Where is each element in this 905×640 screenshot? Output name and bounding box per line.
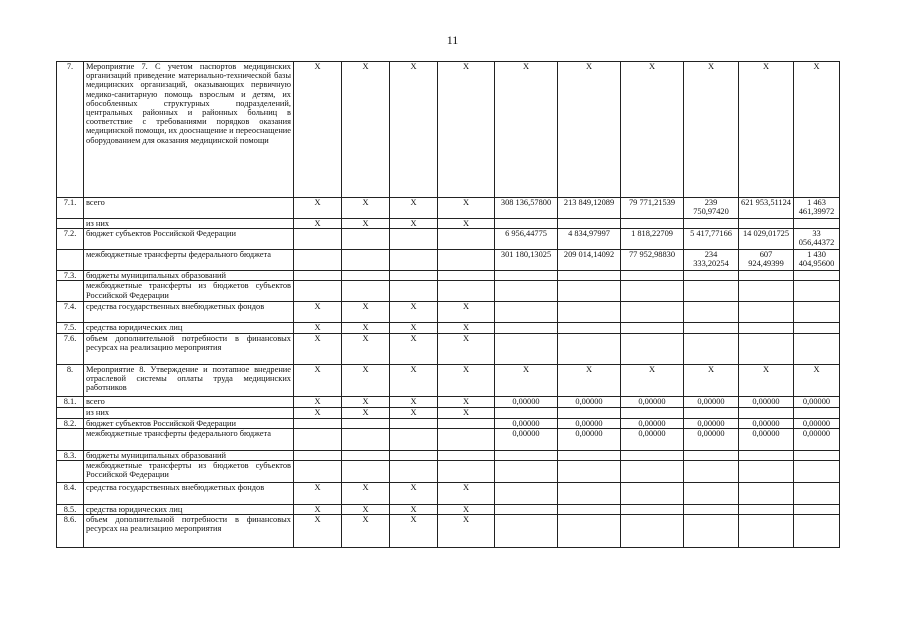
status-cell: X bbox=[390, 323, 438, 333]
value-cell bbox=[621, 461, 684, 483]
status-cell: X bbox=[294, 364, 342, 396]
value-cell bbox=[739, 219, 794, 229]
status-cell: X bbox=[342, 483, 390, 505]
value-cell: X bbox=[558, 62, 621, 198]
value-cell bbox=[558, 333, 621, 364]
value-cell bbox=[684, 483, 739, 505]
status-cell bbox=[438, 418, 495, 428]
row-number bbox=[57, 461, 84, 483]
status-cell: X bbox=[390, 483, 438, 505]
value-cell bbox=[621, 333, 684, 364]
value-cell bbox=[495, 515, 558, 548]
value-cell bbox=[621, 407, 684, 418]
status-cell: X bbox=[390, 62, 438, 198]
value-cell: 0,00000 bbox=[495, 396, 558, 407]
status-cell bbox=[390, 418, 438, 428]
status-cell bbox=[390, 250, 438, 271]
status-cell bbox=[294, 250, 342, 271]
table-row bbox=[57, 364, 840, 396]
value-cell bbox=[739, 450, 794, 460]
value-cell bbox=[558, 323, 621, 333]
status-cell bbox=[438, 450, 495, 460]
value-cell bbox=[621, 505, 684, 515]
status-cell: X bbox=[438, 219, 495, 229]
row-number: 8.6. bbox=[57, 515, 84, 548]
value-cell: X bbox=[684, 364, 739, 396]
status-cell bbox=[342, 250, 390, 271]
row-description: межбюджетные трансферты из бюджетов субъектов Российской Федерации bbox=[84, 461, 294, 483]
table-row bbox=[57, 62, 840, 198]
status-cell bbox=[390, 461, 438, 483]
value-cell: 0,00000 bbox=[558, 428, 621, 450]
value-cell bbox=[621, 483, 684, 505]
status-cell bbox=[342, 229, 390, 250]
value-cell bbox=[794, 333, 840, 364]
status-cell: X bbox=[390, 219, 438, 229]
status-cell: X bbox=[390, 333, 438, 364]
row-number: 8.4. bbox=[57, 483, 84, 505]
status-cell bbox=[438, 428, 495, 450]
row-description: межбюджетные трансферты федерального бюджета bbox=[84, 428, 294, 450]
value-cell bbox=[495, 302, 558, 323]
row-number: 7. bbox=[57, 62, 84, 198]
status-cell: X bbox=[294, 62, 342, 198]
table-row bbox=[57, 323, 840, 333]
status-cell: X bbox=[390, 505, 438, 515]
status-cell: X bbox=[438, 323, 495, 333]
value-cell: 0,00000 bbox=[684, 396, 739, 407]
value-cell: 6 956,44775 bbox=[495, 229, 558, 250]
value-cell bbox=[739, 483, 794, 505]
value-cell bbox=[558, 483, 621, 505]
value-cell bbox=[739, 281, 794, 302]
status-cell: X bbox=[342, 396, 390, 407]
row-number bbox=[57, 219, 84, 229]
status-cell: X bbox=[294, 219, 342, 229]
row-description: из них bbox=[84, 219, 294, 229]
value-cell: 621 953,51124 bbox=[739, 198, 794, 219]
table-row bbox=[57, 396, 840, 407]
row-description: из них bbox=[84, 407, 294, 418]
value-cell: X bbox=[495, 364, 558, 396]
table-row bbox=[57, 229, 840, 250]
value-cell: 5 417,77166 bbox=[684, 229, 739, 250]
table-row bbox=[57, 483, 840, 505]
status-cell: X bbox=[438, 396, 495, 407]
row-description: Мероприятие 7. С учетом паспортов медицинских организаций приведение материально-технической базы медицинских организаций, оказывающих первичную медико-санитарную помощь взрослым и детям, их обособленных структурных подразделений, центральных районных и районных больниц в соответствие с требованиями порядков оказания медицинской помощи, их дооснащение и переоснащение оборудованием для оказания медицинской помощи bbox=[84, 62, 294, 198]
value-cell bbox=[684, 407, 739, 418]
status-cell bbox=[294, 450, 342, 460]
value-cell bbox=[558, 219, 621, 229]
value-cell bbox=[794, 323, 840, 333]
value-cell: 0,00000 bbox=[739, 428, 794, 450]
row-number: 8.2. bbox=[57, 418, 84, 428]
value-cell bbox=[621, 450, 684, 460]
row-description: Мероприятие 8. Утверждение и поэтапное внедрение отраслевой системы оплаты труда медицинских работников bbox=[84, 364, 294, 396]
row-number: 7.6. bbox=[57, 333, 84, 364]
table-row bbox=[57, 281, 840, 302]
value-cell bbox=[794, 271, 840, 281]
row-description: средства государственных внебюджетных фондов bbox=[84, 483, 294, 505]
value-cell: X bbox=[621, 62, 684, 198]
value-cell bbox=[621, 323, 684, 333]
value-cell bbox=[684, 302, 739, 323]
value-cell: 0,00000 bbox=[794, 418, 840, 428]
row-description: бюджет субъектов Российской Федерации bbox=[84, 229, 294, 250]
status-cell: X bbox=[294, 333, 342, 364]
value-cell bbox=[558, 515, 621, 548]
row-description: средства юридических лиц bbox=[84, 323, 294, 333]
value-cell: 213 849,12089 bbox=[558, 198, 621, 219]
value-cell bbox=[794, 515, 840, 548]
table-row bbox=[57, 461, 840, 483]
value-cell bbox=[495, 505, 558, 515]
value-cell bbox=[495, 219, 558, 229]
status-cell: X bbox=[342, 505, 390, 515]
table-row bbox=[57, 250, 840, 271]
value-cell: 33 056,44372 bbox=[794, 229, 840, 250]
value-cell: 4 834,97997 bbox=[558, 229, 621, 250]
value-cell bbox=[495, 323, 558, 333]
status-cell bbox=[342, 461, 390, 483]
status-cell bbox=[438, 250, 495, 271]
value-cell bbox=[684, 323, 739, 333]
value-cell: 239 750,97420 bbox=[684, 198, 739, 219]
value-cell bbox=[558, 461, 621, 483]
table-row bbox=[57, 418, 840, 428]
value-cell bbox=[495, 483, 558, 505]
value-cell: X bbox=[739, 364, 794, 396]
value-cell: 301 180,13025 bbox=[495, 250, 558, 271]
value-cell: 0,00000 bbox=[684, 418, 739, 428]
status-cell bbox=[294, 229, 342, 250]
row-number bbox=[57, 428, 84, 450]
value-cell: 0,00000 bbox=[621, 396, 684, 407]
value-cell bbox=[684, 450, 739, 460]
status-cell: X bbox=[390, 198, 438, 219]
row-description: объем дополнительной потребности в финансовых ресурсах на реализацию мероприятия bbox=[84, 333, 294, 364]
row-description: объем дополнительной потребности в финансовых ресурсах на реализацию мероприятия bbox=[84, 515, 294, 548]
value-cell: X bbox=[621, 364, 684, 396]
value-cell: 308 136,57800 bbox=[495, 198, 558, 219]
status-cell bbox=[294, 271, 342, 281]
status-cell bbox=[390, 450, 438, 460]
status-cell: X bbox=[438, 505, 495, 515]
value-cell: 0,00000 bbox=[558, 396, 621, 407]
status-cell: X bbox=[342, 219, 390, 229]
row-description: средства юридических лиц bbox=[84, 505, 294, 515]
budget-table bbox=[56, 61, 840, 548]
value-cell bbox=[558, 505, 621, 515]
value-cell bbox=[739, 323, 794, 333]
row-number bbox=[57, 281, 84, 302]
value-cell bbox=[558, 281, 621, 302]
status-cell bbox=[438, 229, 495, 250]
value-cell: 0,00000 bbox=[739, 418, 794, 428]
value-cell bbox=[495, 333, 558, 364]
status-cell: X bbox=[294, 505, 342, 515]
value-cell bbox=[794, 281, 840, 302]
value-cell bbox=[495, 281, 558, 302]
value-cell bbox=[794, 483, 840, 505]
status-cell: X bbox=[342, 323, 390, 333]
value-cell: 0,00000 bbox=[739, 396, 794, 407]
value-cell bbox=[621, 271, 684, 281]
value-cell: 209 014,14092 bbox=[558, 250, 621, 271]
status-cell: X bbox=[294, 407, 342, 418]
status-cell bbox=[438, 281, 495, 302]
status-cell: X bbox=[294, 396, 342, 407]
status-cell: X bbox=[390, 364, 438, 396]
value-cell bbox=[495, 461, 558, 483]
value-cell bbox=[621, 302, 684, 323]
value-cell: X bbox=[495, 62, 558, 198]
table-row bbox=[57, 407, 840, 418]
row-description: бюджеты муниципальных образований bbox=[84, 271, 294, 281]
value-cell bbox=[739, 271, 794, 281]
status-cell: X bbox=[438, 333, 495, 364]
status-cell: X bbox=[342, 302, 390, 323]
status-cell bbox=[342, 418, 390, 428]
status-cell: X bbox=[342, 515, 390, 548]
row-description: бюджет субъектов Российской Федерации bbox=[84, 418, 294, 428]
table-row bbox=[57, 271, 840, 281]
status-cell: X bbox=[390, 302, 438, 323]
status-cell bbox=[438, 271, 495, 281]
value-cell bbox=[558, 407, 621, 418]
value-cell: 1 430 404,95600 bbox=[794, 250, 840, 271]
value-cell: 0,00000 bbox=[621, 428, 684, 450]
value-cell bbox=[558, 271, 621, 281]
row-number: 7.4. bbox=[57, 302, 84, 323]
value-cell bbox=[794, 450, 840, 460]
table-row bbox=[57, 515, 840, 548]
value-cell bbox=[558, 450, 621, 460]
status-cell: X bbox=[390, 515, 438, 548]
table-row bbox=[57, 450, 840, 460]
value-cell bbox=[684, 505, 739, 515]
status-cell: X bbox=[294, 323, 342, 333]
row-description: межбюджетные трансферты федерального бюджета bbox=[84, 250, 294, 271]
status-cell bbox=[438, 461, 495, 483]
value-cell: X bbox=[794, 62, 840, 198]
status-cell bbox=[390, 428, 438, 450]
status-cell: X bbox=[438, 515, 495, 548]
status-cell: X bbox=[342, 333, 390, 364]
value-cell: 0,00000 bbox=[794, 428, 840, 450]
value-cell bbox=[621, 219, 684, 229]
status-cell bbox=[342, 450, 390, 460]
value-cell: X bbox=[684, 62, 739, 198]
status-cell: X bbox=[294, 302, 342, 323]
value-cell bbox=[495, 450, 558, 460]
row-number: 7.1. bbox=[57, 198, 84, 219]
value-cell bbox=[794, 219, 840, 229]
value-cell bbox=[739, 333, 794, 364]
row-description: межбюджетные трансферты из бюджетов субъектов Российской Федерации bbox=[84, 281, 294, 302]
status-cell: X bbox=[438, 62, 495, 198]
value-cell: 0,00000 bbox=[495, 428, 558, 450]
status-cell: X bbox=[438, 302, 495, 323]
value-cell: 0,00000 bbox=[558, 418, 621, 428]
value-cell: 0,00000 bbox=[684, 428, 739, 450]
status-cell bbox=[390, 281, 438, 302]
status-cell: X bbox=[390, 407, 438, 418]
value-cell bbox=[684, 515, 739, 548]
status-cell bbox=[294, 461, 342, 483]
status-cell: X bbox=[294, 483, 342, 505]
status-cell: X bbox=[342, 62, 390, 198]
value-cell: 0,00000 bbox=[495, 418, 558, 428]
status-cell bbox=[390, 229, 438, 250]
value-cell: X bbox=[794, 364, 840, 396]
row-description: бюджеты муниципальных образований bbox=[84, 450, 294, 460]
value-cell: 607 924,49399 bbox=[739, 250, 794, 271]
value-cell bbox=[495, 271, 558, 281]
value-cell: 79 771,21539 bbox=[621, 198, 684, 219]
value-cell: 14 029,01725 bbox=[739, 229, 794, 250]
table-row bbox=[57, 428, 840, 450]
value-cell bbox=[739, 407, 794, 418]
value-cell bbox=[739, 461, 794, 483]
status-cell bbox=[294, 281, 342, 302]
status-cell: X bbox=[294, 198, 342, 219]
value-cell bbox=[684, 333, 739, 364]
row-number: 8.3. bbox=[57, 450, 84, 460]
table-body bbox=[57, 62, 840, 548]
value-cell bbox=[621, 515, 684, 548]
value-cell bbox=[684, 281, 739, 302]
value-cell bbox=[794, 505, 840, 515]
value-cell: 77 952,98830 bbox=[621, 250, 684, 271]
value-cell: 1 463 461,39972 bbox=[794, 198, 840, 219]
row-number: 7.5. bbox=[57, 323, 84, 333]
table-row bbox=[57, 219, 840, 229]
value-cell bbox=[794, 461, 840, 483]
value-cell: 0,00000 bbox=[794, 396, 840, 407]
status-cell bbox=[342, 271, 390, 281]
status-cell: X bbox=[342, 198, 390, 219]
value-cell: X bbox=[739, 62, 794, 198]
page-number: 11 bbox=[446, 33, 459, 47]
row-number bbox=[57, 250, 84, 271]
row-number: 8.1. bbox=[57, 396, 84, 407]
status-cell: X bbox=[438, 364, 495, 396]
status-cell: X bbox=[438, 407, 495, 418]
value-cell bbox=[495, 407, 558, 418]
status-cell bbox=[390, 271, 438, 281]
value-cell bbox=[621, 281, 684, 302]
row-number bbox=[57, 407, 84, 418]
status-cell: X bbox=[294, 515, 342, 548]
value-cell bbox=[794, 302, 840, 323]
value-cell bbox=[739, 505, 794, 515]
row-description: средства государственных внебюджетных фондов bbox=[84, 302, 294, 323]
value-cell bbox=[739, 515, 794, 548]
status-cell: X bbox=[342, 407, 390, 418]
table-row bbox=[57, 302, 840, 323]
value-cell: X bbox=[558, 364, 621, 396]
row-number: 8.5. bbox=[57, 505, 84, 515]
table-row bbox=[57, 505, 840, 515]
value-cell bbox=[794, 407, 840, 418]
status-cell bbox=[294, 418, 342, 428]
row-description: всего bbox=[84, 396, 294, 407]
value-cell bbox=[684, 271, 739, 281]
table-row bbox=[57, 198, 840, 219]
row-number: 8. bbox=[57, 364, 84, 396]
row-description: всего bbox=[84, 198, 294, 219]
value-cell bbox=[684, 461, 739, 483]
value-cell bbox=[558, 302, 621, 323]
status-cell: X bbox=[438, 198, 495, 219]
row-number: 7.3. bbox=[57, 271, 84, 281]
value-cell: 234 333,20254 bbox=[684, 250, 739, 271]
row-number: 7.2. bbox=[57, 229, 84, 250]
value-cell bbox=[739, 302, 794, 323]
status-cell bbox=[342, 281, 390, 302]
status-cell bbox=[342, 428, 390, 450]
status-cell bbox=[294, 428, 342, 450]
status-cell: X bbox=[390, 396, 438, 407]
table-row bbox=[57, 333, 840, 364]
value-cell: 1 818,22709 bbox=[621, 229, 684, 250]
value-cell bbox=[684, 219, 739, 229]
status-cell: X bbox=[438, 483, 495, 505]
status-cell: X bbox=[342, 364, 390, 396]
value-cell: 0,00000 bbox=[621, 418, 684, 428]
